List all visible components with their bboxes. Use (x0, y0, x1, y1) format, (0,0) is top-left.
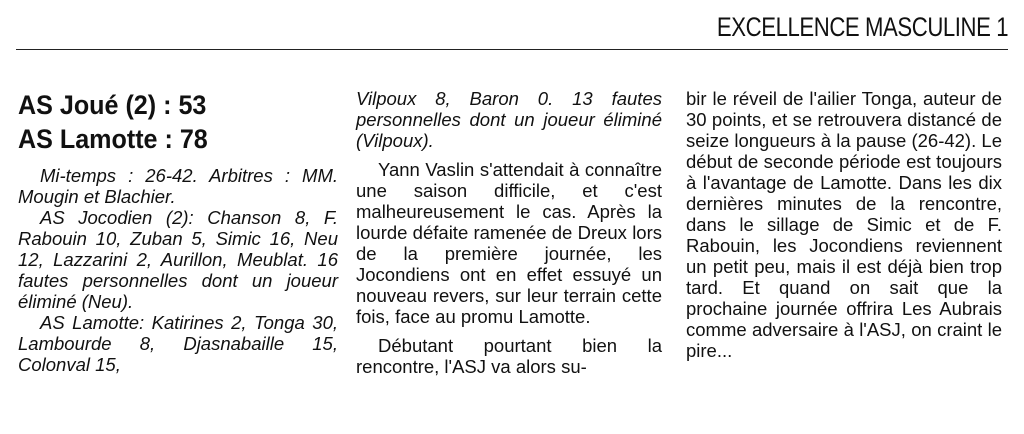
halftime-referees-paragraph: Mi-temps : 26-42. Arbitres : MM. Mougin et Blachier. (18, 165, 338, 207)
header-rule (16, 49, 1008, 50)
headline (18, 88, 338, 156)
headline-line-1: AS Joué (2) : 53 (18, 90, 207, 120)
section-header: EXCELLENCE MASCULINE 1 (716, 12, 1008, 42)
team-lamotte-lineup: AS Lamotte: Katirines 2, Tonga 30, Lambourde 8, Djasnabaille 15, Colonval 15, (18, 312, 338, 375)
body-paragraph-1: Yann Vaslin s'attendait à connaître une saison difficile, et c'est malheureusement le cas. Après la lourde défaite ramenée de Dreux lors de la première journée, les Jocondiens ont en effet essuyé un nouveau revers, sur leur terrain cette fois, face au promu Lamotte. (356, 159, 662, 327)
column-3 (686, 88, 1002, 361)
team-jocodien-lineup: AS Jocodien (2): Chanson 8, F. Rabouin 10, Zuban 5, Simic 16, Neu 12, Lazzarini 2, Aurillon, Meublat. 16 fautes personnelles dont un joueur éliminé (Neu). (18, 207, 338, 312)
column-2 (356, 88, 662, 377)
team-lamotte-lineup-continued: Vilpoux 8, Baron 0. 13 fautes personnelles dont un joueur éliminé (Vilpoux). (356, 88, 662, 151)
column-1 (18, 88, 338, 375)
body-paragraph-2-continued: bir le réveil de l'ailier Tonga, auteur de 30 points, et se retrouvera distancé de seize longueurs à la pause (26-42). Le début de seconde période est toujours à l'avantage de Lamotte. Dans les dix dernières minutes de la rencontre, dans le sillage de Simic et de F. Rabouin, les Jocondiens reviennent un petit peu, mais il est déjà bien trop tard. Et quand on sait que la prochaine journée offrira Les Aubrais comme adversaire à l'ASJ, on craint le pire... (686, 88, 1002, 361)
body-paragraph-2: Débutant pourtant bien la rencontre, l'ASJ va alors su- (356, 335, 662, 377)
headline-line-2: AS Lamotte : 78 (18, 124, 208, 154)
